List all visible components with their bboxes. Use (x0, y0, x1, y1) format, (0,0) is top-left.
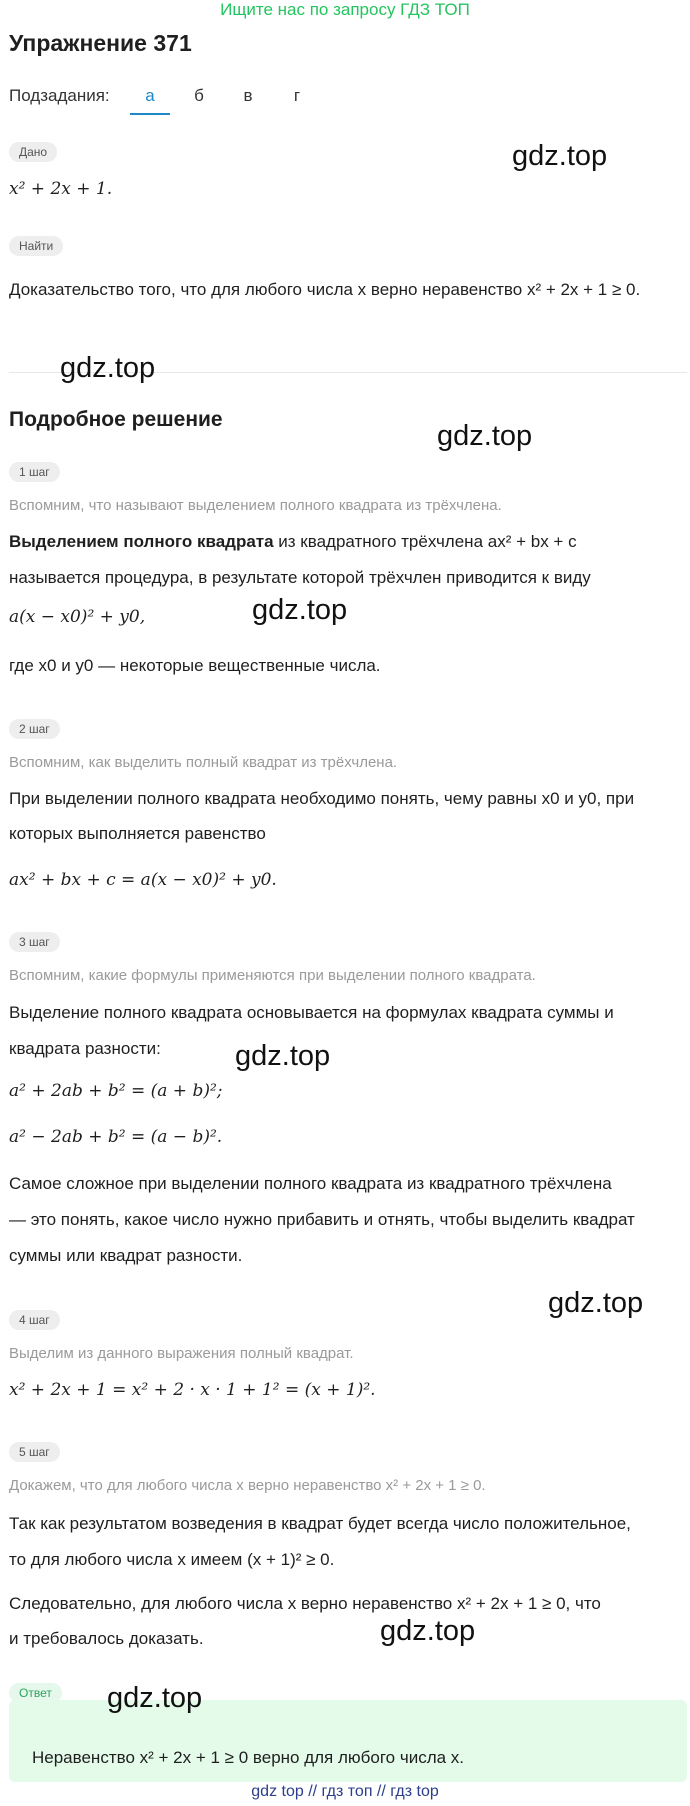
step-1-term: Выделением полного квадрата (9, 532, 274, 551)
top-banner[interactable]: Ищите нас по запросу ГДЗ ТОП (220, 0, 470, 19)
watermark: gdz.top (380, 1615, 476, 1647)
footer-links[interactable]: gdz top // гдз топ // гдз top (251, 1783, 439, 1800)
step-2-paragraph-1: При выделении полного квадрата необходимо понять, чему равны x0 и y0, при (9, 789, 635, 808)
answer-text: Неравенство x² + 2x + 1 ≥ 0 верно для любого числа x. (32, 1748, 465, 1767)
step-5-paragraph-1: Так как результатом возведения в квадрат будет всегда число положительное, (9, 1514, 631, 1533)
step-2-paragraph-2: которых выполняется равенство (9, 824, 266, 843)
step-4-hint: Выделим из данного выражения полный квадрат. (9, 1345, 354, 1362)
step-3-formula-1: a² + 2ab + b² = (a + b)²; (9, 1081, 223, 1101)
step-1-formula: a(x − x0)² + y0, (9, 607, 146, 627)
watermark: gdz.top (437, 420, 533, 452)
step-3-paragraph-3: Самое сложное при выделении полного квадрата из квадратного трёхчлена (9, 1174, 612, 1193)
watermark: gdz.top (107, 1682, 203, 1714)
active-tab-indicator (130, 113, 170, 115)
step-5-paragraph-2: то для любого числа x имеем (x + 1)² ≥ 0. (9, 1550, 335, 1569)
step-3-hint: Вспомним, какие формулы применяются при выделении полного квадрата. (9, 967, 536, 984)
solution-title: Подробное решение (9, 408, 223, 431)
step-1-label: 1 шаг (9, 462, 60, 482)
tab-g[interactable]: г (293, 86, 301, 105)
find-label: Найти (9, 236, 63, 256)
tab-v[interactable]: в (243, 86, 253, 105)
step-3-label: 3 шаг (9, 932, 60, 952)
step-4-formula: x² + 2x + 1 = x² + 2 · x · 1 + 1² = (x + 1)². (9, 1380, 376, 1400)
find-text: Доказательство того, что для любого числа x верно неравенство x² + 2x + 1 ≥ 0. (9, 280, 641, 299)
subtasks-label: Подзадания: (9, 86, 110, 105)
step-5-hint: Докажем, что для любого числа x верно неравенство x² + 2x + 1 ≥ 0. (9, 1477, 486, 1494)
step-5-paragraph-3: Следовательно, для любого числа x верно неравенство x² + 2x + 1 ≥ 0, что (9, 1594, 601, 1613)
page-title: Упражнение 371 (9, 30, 192, 56)
step-3-paragraph-1: Выделение полного квадрата основывается на формулах квадрата суммы и (9, 1003, 614, 1022)
watermark: gdz.top (252, 594, 348, 626)
tab-a[interactable]: а (145, 86, 155, 105)
step-3-paragraph-5: суммы или квадрат разности. (9, 1246, 243, 1265)
tab-b[interactable]: б (194, 86, 204, 105)
step-3-paragraph-4: — это понять, какое число нужно прибавить и отнять, чтобы выделить квадрат (9, 1210, 635, 1229)
given-expression-text: x² + 2x + 1. (9, 179, 113, 199)
step-1-hint: Вспомним, что называют выделением полного квадрата из трёхчлена. (9, 497, 502, 514)
watermark: gdz.top (235, 1040, 331, 1072)
step-2-label: 2 шаг (9, 719, 60, 739)
step-5-paragraph-4: и требовалось доказать. (9, 1629, 204, 1648)
step-1-paragraph-2: называется процедура, в результате которой трёхчлен приводится к виду (9, 568, 591, 587)
given-label: Дано (9, 142, 57, 162)
step-1-paragraph-1 (9, 531, 577, 553)
step-3-paragraph-2: квадрата разности: (9, 1039, 161, 1058)
step-1-paragraph-3: где x0 и y0 — некоторые вещественные числа. (9, 656, 381, 675)
given-expression (9, 178, 112, 200)
step-5-label: 5 шаг (9, 1442, 60, 1462)
step-4-label: 4 шаг (9, 1310, 60, 1330)
step-2-formula: ax² + bx + c = a(x − x0)² + y0. (9, 870, 277, 890)
step-1-paragraph-1-text: из квадратного трёхчлена ax² + bx + c (278, 532, 577, 551)
step-2-hint: Вспомним, как выделить полный квадрат из трёхчлена. (9, 754, 398, 771)
answer-label: Ответ (9, 1683, 62, 1703)
watermark: gdz.top (548, 1287, 644, 1319)
step-3-formula-2: a² − 2ab + b² = (a − b)². (9, 1127, 223, 1147)
watermark: gdz.top (60, 352, 156, 384)
watermark: gdz.top (512, 140, 608, 172)
